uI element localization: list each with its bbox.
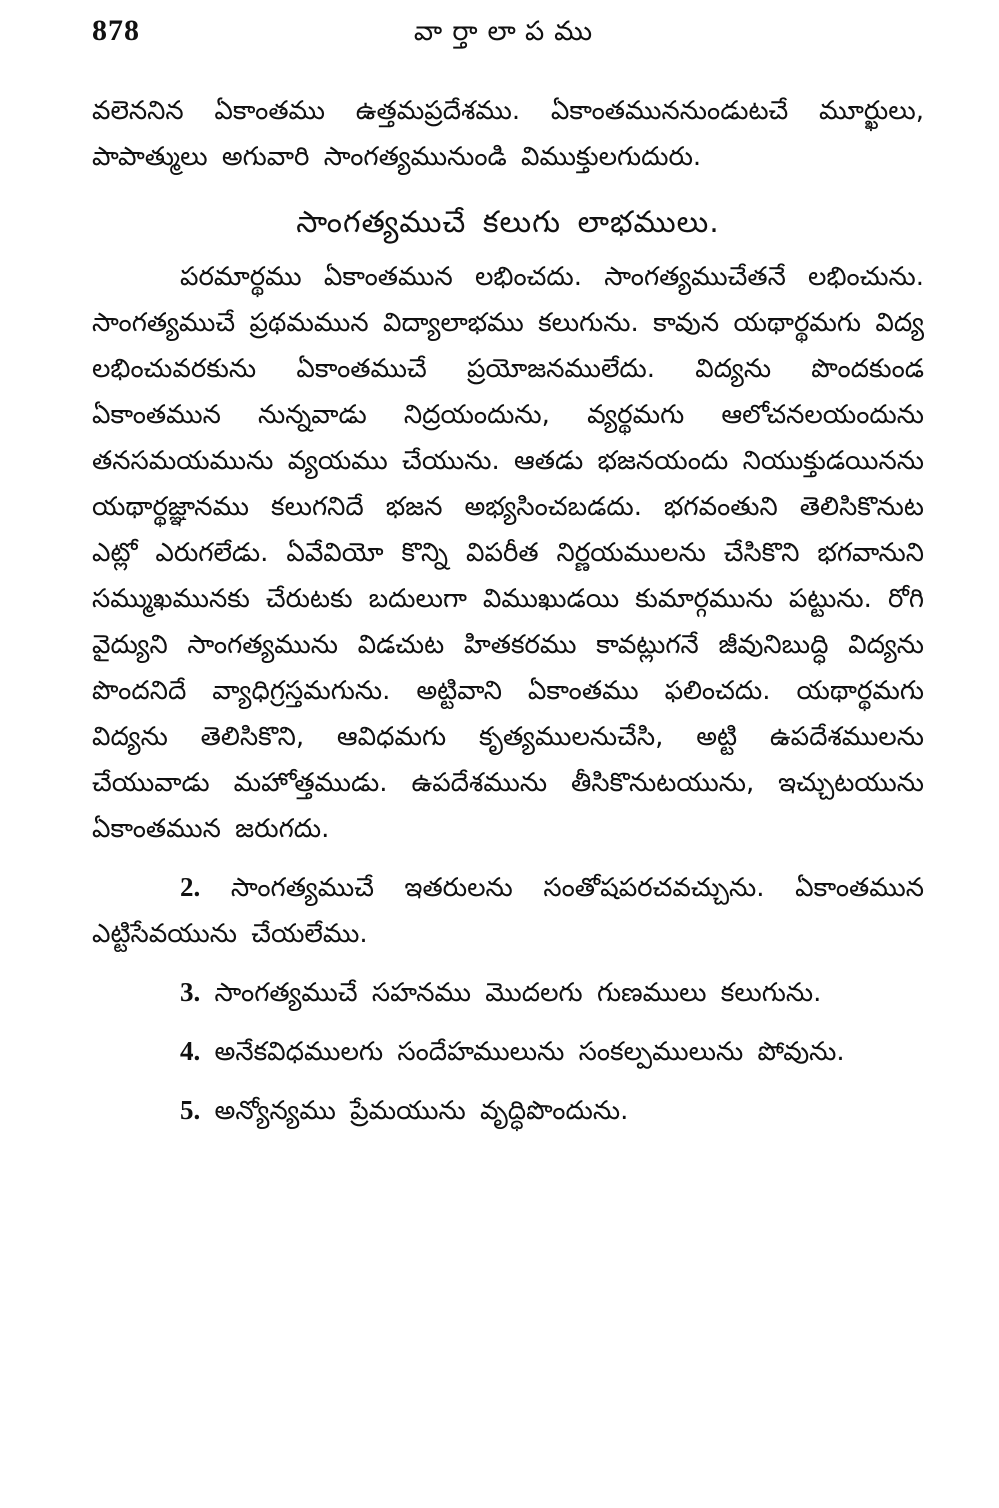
point-text: అనేకవిధములగు సందేహములును సంకల్పములును పోవును. — [214, 1037, 845, 1067]
running-title: వార్తాలాపము — [413, 16, 603, 47]
page-number: 878 — [92, 14, 140, 47]
main-paragraph: పరమార్థము ఏకాంతమున లభించదు. సాంగత్యముచేతనే లభించును. సాంగత్యముచే ప్రథమమున విద్యాలాభము కలుగును. కావున యథార్థమగు విద్య లభించువరకును ఏకాంతముచే ప్రయోజనములేదు. విద్యను పొందకుండ ఏకాంతమున నున్నవాడు నిద్రయందును, వ్యర్థమగు ఆలోచనలయందును తనసమయమును వ్యయము చేయును. ఆతడు భజనయందు నియుక్తుడయినను యథార్థజ్ఞానము కలుగనిదే భజన అభ్యసించబడదు. భగవంతుని తెలిసికొనుట ఎట్లో ఎరుగలేడు. ఏవేవియో కొన్ని విపరీత నిర్ణయములను చేసికొని భగవానుని సమ్ముఖమునకు చేరుటకు బదులుగా విముఖుడయి కుమార్గమును పట్టును. రోగి వైద్యుని సాంగత్యమును విడచుట హితకరము కావట్లుగనే జీవునిబుద్ధి విద్యను పొందనిదే వ్యాధిగ్రస్తమగును. అట్టివాని ఏకాంతము ఫలించదు. యథార్థమగు విద్యను తెలిసికొని, ఆవిధమగు కృత్యములనుచేసి, అట్టి ఉపదేశములను చేయువాడు మహోత్తముడు. ఉపదేశమును తీసికొనుటయును, ఇచ్చుటయును ఏకాంతమున జరుగదు. — [92, 262, 924, 844]
point-number: 4. — [180, 1036, 201, 1066]
page-header — [92, 14, 924, 54]
point-number: 3. — [180, 977, 201, 1007]
page-body — [92, 88, 924, 1134]
numbered-point-5 — [92, 1087, 924, 1134]
point-text: సాంగత్యముచే ఇతరులను సంతోషపరచవచ్చును. ఏకాంతమున ఎట్టిసేవయును చేయలేము. — [92, 873, 925, 949]
numbered-point-2 — [92, 864, 924, 957]
point-number: 2. — [180, 872, 201, 902]
point-text: సాంగత్యముచే సహనము మొదలగు గుణములు కలుగును. — [214, 978, 822, 1008]
point-number: 5. — [180, 1095, 201, 1125]
section-heading: సాంగత్యముచే కలుగు లాభములు. — [296, 205, 720, 240]
numbered-point-4 — [92, 1028, 924, 1075]
opening-paragraph: వలెననిన ఏకాంతము ఉత్తమప్రదేశము. ఏకాంతముననుండుటచే మూర్ఖులు, పాపాత్ములు అగువారి సాంగత్యమునుండి విముక్తులగుదురు. — [92, 96, 924, 172]
numbered-point-3 — [92, 969, 924, 1016]
point-text: అన్యోన్యము ప్రేమయును వృద్ధిపొందును. — [214, 1096, 629, 1126]
